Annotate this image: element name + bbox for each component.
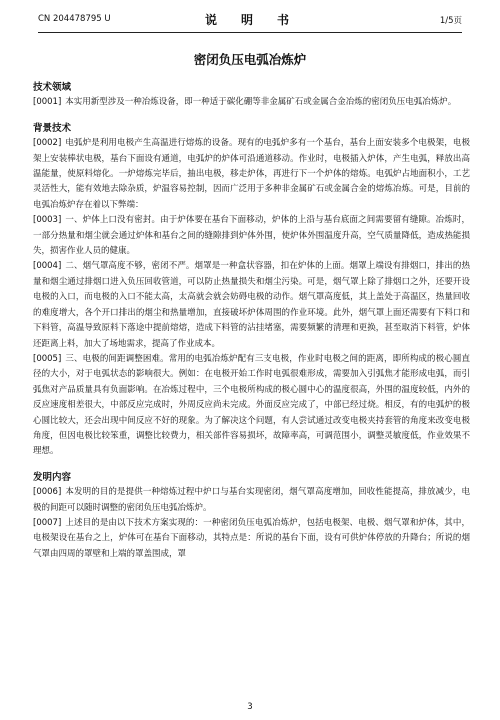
paragraph bbox=[33, 213, 470, 259]
paragraph-text: 二、烟气罩高度不够，密闭不严。烟罩是一种盒状容器，扣在炉体的上面。烟罩上端设有排烟口，排出的热量和烟尘通过排烟口进入负压回收管道，可以防止热量损失和烟尘污染。可是，烟气罩上除了排烟口之外，还要开设电极的入口，而电极的入口不能太高，太高就会就会妨碍电极的动作。烟气罩高度低，其上盖处于高温区，热量回收的难度增大，各个开口排出的烟尘和热量增加，直接破坏炉体周围的作业环境。此外，烟气罩上面还需要有下料口和下料管，高温导致原料下落途中提前熔熔，造成下料管的沾挂堵塞，需要频繁的清理和更换，甚至取消下料管，炉体还距离上料，加大了场地需求，提高了作业成本。 bbox=[33, 261, 470, 349]
paragraph-text: 一、炉体上口没有密封。由于炉体要在基台下面移动，炉体的上沿与基台底面之间需要留有缝隙。冶炼时，一部分热量和烟尘就会通过炉体和基台之间的缝隙排到炉体外围，使炉体外围温度升高，空气质量降低，造成热能损失，损害作业人员的健康。 bbox=[33, 215, 470, 257]
section-heading: 发明内容 bbox=[33, 471, 72, 483]
document-body bbox=[33, 80, 470, 562]
paragraph bbox=[33, 259, 470, 351]
paragraph-number: [0003] bbox=[33, 215, 62, 226]
paragraph-number: [0006] bbox=[33, 487, 62, 498]
page-indicator: 1/5页 bbox=[439, 16, 462, 26]
document-number: CN 204478795 U bbox=[38, 14, 111, 24]
paragraph-text: 上述目的是由以下技术方案实现的：一种密闭负压电弧冶炼炉，包括电极架、电极、烟气罩和炉体，其中，电极架设在基台之上，炉体可在基台下面移动，其特点是：所说的基台下面，设有可供炉体停放的升降台；所说的烟气罩由四周的罩壁和上端的罩盖围成，罩 bbox=[33, 517, 470, 559]
paragraph-text: 本实用新型涉及一种冶炼设备，即一种适于碳化硼等非金属矿石或金属合金冶炼的密闭负压电弧冶炼炉。 bbox=[65, 97, 457, 108]
page-number: 3 bbox=[247, 702, 253, 712]
paragraph-number: [0001] bbox=[33, 97, 62, 108]
paragraph-number: [0005] bbox=[33, 353, 62, 364]
document-title: 密闭负压电弧冶炼炉 bbox=[193, 52, 307, 67]
paragraph bbox=[33, 516, 470, 562]
page-header bbox=[38, 10, 462, 33]
paragraph bbox=[33, 352, 470, 460]
paragraph-number: [0002] bbox=[33, 138, 62, 149]
section-heading: 技术领域 bbox=[33, 82, 72, 93]
paragraph-text: 三、电极的间距调整困难。常用的电弧冶炼炉配有三支电极，作业时电极之间的距离，即所构成的极心圆直径的大小，对于电弧状态的影响很大。例如：在电极开始工作时电弧很难形成，需要加入引弧焦才能形成电弧，而引弧焦对产品质量具有负面影响。在冶炼过程中，三个电极所构成的极心圆中心的温度很高，外围的温度较低，内外的反应速度相差很大，中部反应完成时，外周反应尚未完成。外面反应完成了，中部已经过烧。相反，有的电弧炉的极心圆比较大，还会出现中间反应不好的现象。为了解决这个问题，有人尝试通过改变电极夹持套管的角度来改变电极角度，但因电极比较笨重，调整比较费力，相关部件容易损坏，故障率高，可调范围小，调整灵敏度低，作业效果不理想。 bbox=[33, 353, 470, 457]
paragraph-text: 电弧炉是利用电极产生高温进行熔炼的设备。现有的电弧炉多有一个基台，基台上面安装多个电极架，电极架上安装棒状电极，基台下面设有通道，电弧炉的炉体可沿通道移动。作业时，电极插入炉体，产生电弧，释放出高温能量，使原料熔化。一炉熔炼完毕后，抽出电极，移走炉体，再进行下一个炉体的熔炼。电弧炉占地面积小，工艺灵活性大，能有效地去除杂质，炉温容易控制，因而广泛用于多种非金属矿石或金属合金的熔炼冶炼。可是，目前的电弧冶炼炉存在着以下弊端： bbox=[33, 138, 470, 210]
paragraph bbox=[33, 136, 470, 213]
paragraph bbox=[33, 485, 470, 516]
paragraph-number: [0004] bbox=[33, 261, 62, 272]
paragraph-text: 本发明的目的是提供一种熔炼过程中炉口与基台实现密闭，烟气罩高度增加，回收性能提高，排放减少，电极的间距可以随时调整的密闭负压电弧冶炼炉。 bbox=[33, 487, 470, 513]
section-heading: 背景技术 bbox=[33, 122, 72, 134]
paragraph-number: [0007] bbox=[33, 517, 62, 528]
paragraph bbox=[33, 95, 470, 110]
section-title: 说 明 书 bbox=[204, 13, 295, 27]
